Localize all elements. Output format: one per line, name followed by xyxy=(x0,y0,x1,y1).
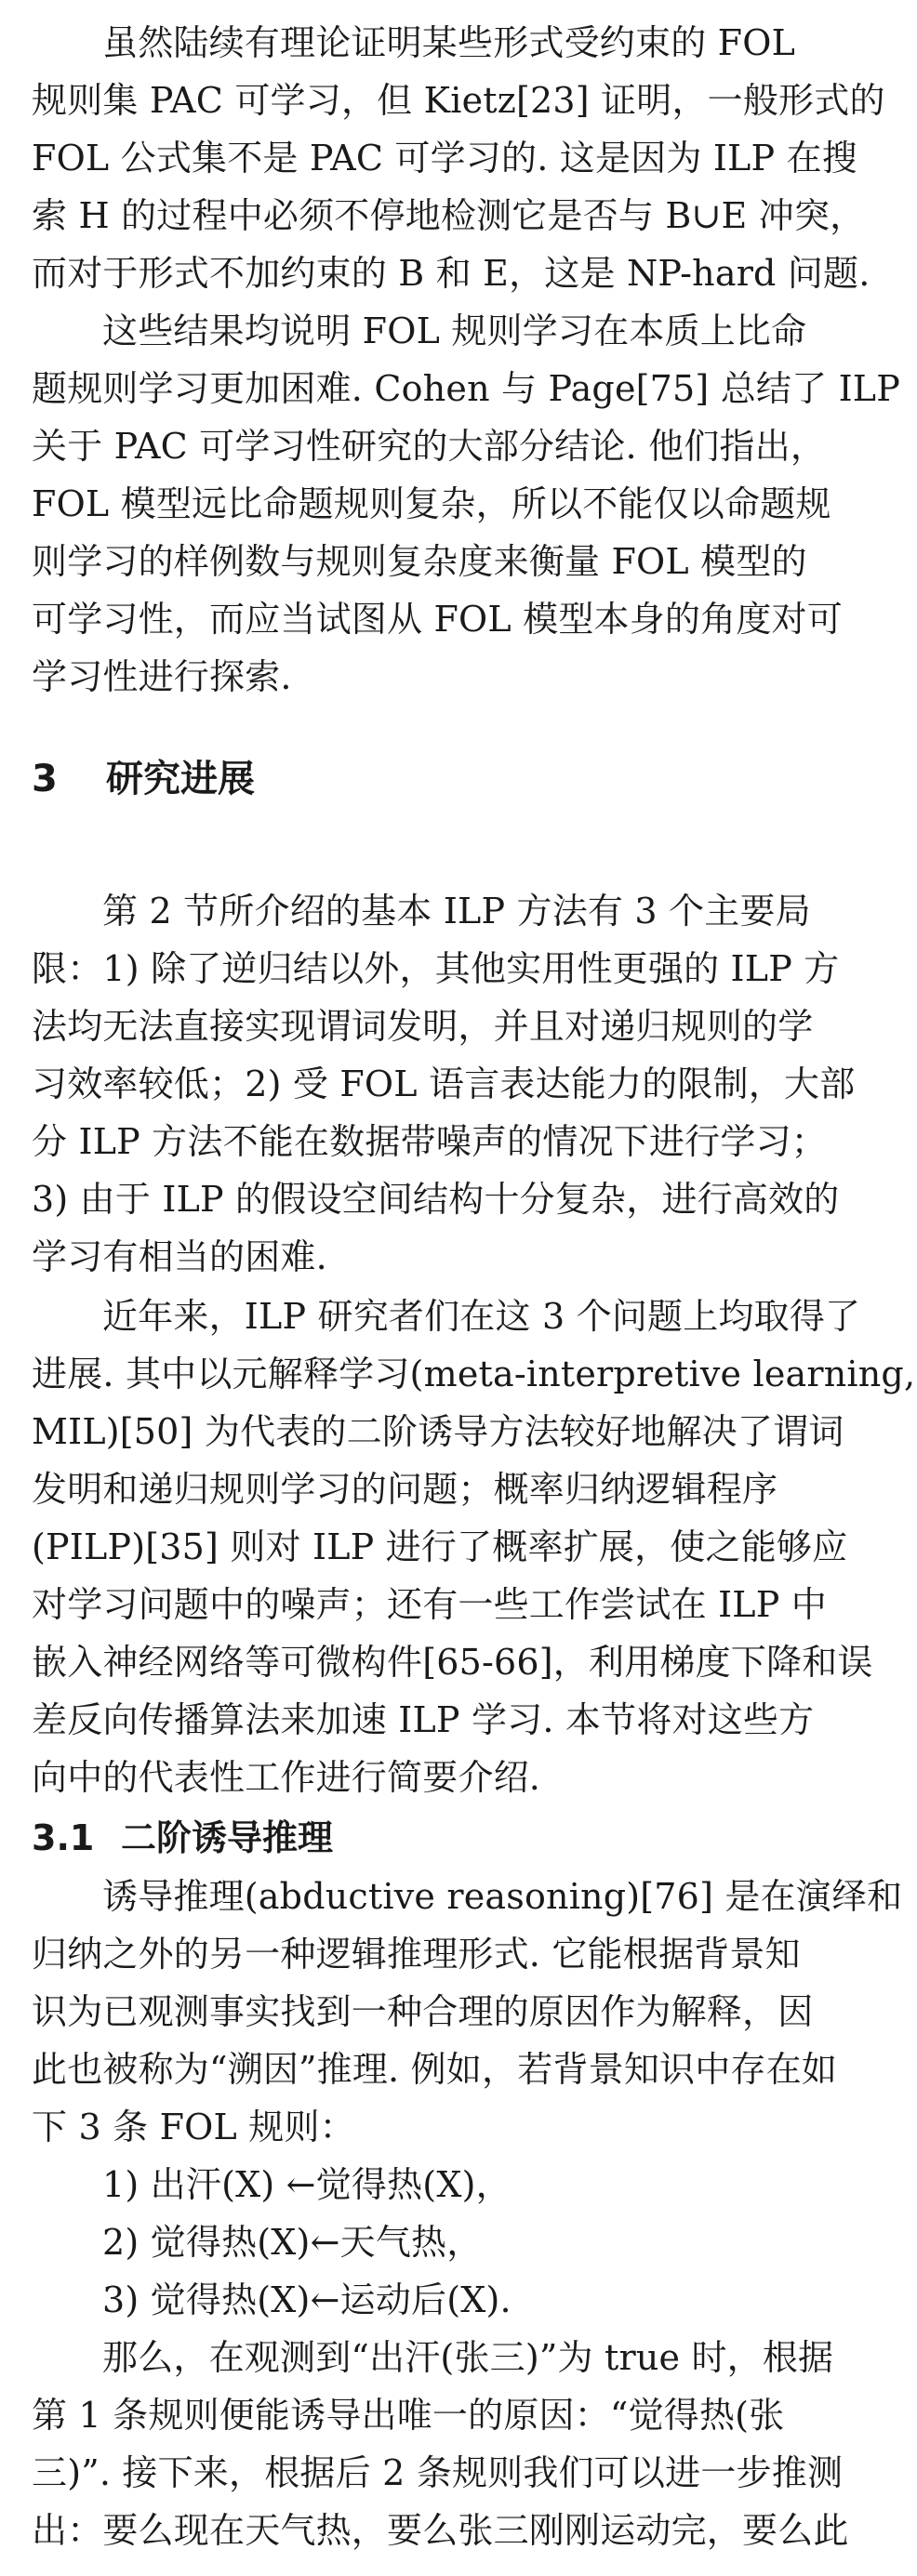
text-line: 嵌入神经网络等可微构件[65-66]，利用梯度下降和误 xyxy=(32,1642,873,1683)
section-number: 3 xyxy=(32,758,58,800)
text-line: 三)”. 接下来，根据后 2 条规则我们可以进一步推测 xyxy=(32,2452,844,2493)
text-line: 发明和递归规则学习的问题；概率归纳逻辑程序 xyxy=(32,1469,778,1510)
subsection-heading xyxy=(32,1810,333,1866)
text-line: 学习有相当的困难. xyxy=(32,1236,327,1277)
subsection-title: 二阶诱导推理 xyxy=(121,1817,334,1858)
text-line: 则学习的样例数与规则复杂度来衡量 FOL 模型的 xyxy=(32,541,807,582)
rule-line: 3) 觉得热(X)←运动后(X). xyxy=(102,2279,512,2320)
text-line: 索 H 的过程中必须不停地检测它是否与 B∪E 冲突， xyxy=(32,195,866,236)
rule-line: 1) 出汗(X) ←觉得热(X)， xyxy=(102,2164,512,2205)
text-line: 下 3 条 FOL 规则： xyxy=(32,2107,355,2147)
text-line: 法均无法直接实现谓词发明，并且对递归规则的学 xyxy=(32,1006,814,1047)
text-line: 识为已观测事实找到一种合理的原因作为解释，因 xyxy=(32,1991,814,2032)
text-line: 这些结果均说明 FOL 规则学习在本质上比命 xyxy=(102,310,807,351)
section-heading xyxy=(32,751,255,807)
text-line: 第 2 节所介绍的基本 ILP 方法有 3 个主要局 xyxy=(102,891,811,931)
text-line: 学习性进行探索. xyxy=(32,656,292,697)
text-line: (PILP)[35] 则对 ILP 进行了概率扩展，使之能够应 xyxy=(32,1526,848,1567)
text-line: 3) 由于 ILP 的假设空间结构十分复杂，进行高效的 xyxy=(32,1179,840,1220)
rule-line: 2) 觉得热(X)←天气热， xyxy=(102,2222,483,2263)
text-line: 向中的代表性工作进行简要介绍. xyxy=(32,1757,541,1798)
text-line: 习效率较低；2) 受 FOL 语言表达能力的限制，大部 xyxy=(32,1063,856,1104)
text-line: 题规则学习更加困难. Cohen 与 Page[75] 总结了 ILP xyxy=(32,368,901,409)
text-line: 近年来，ILP 研究者们在这 3 个问题上均取得了 xyxy=(102,1296,861,1337)
text-line: 那么，在观测到“出汗(张三)”为 true 时，根据 xyxy=(102,2337,834,2378)
text-line: 诱导推理(abductive reasoning)[76] 是在演绎和 xyxy=(102,1876,903,1917)
text-line: 对学习问题中的噪声；还有一些工作尝试在 ILP 中 xyxy=(32,1584,827,1625)
text-line: FOL 公式集不是 PAC 可学习的. 这是因为 ILP 在搜 xyxy=(32,138,857,178)
subsection-number: 3.1 xyxy=(32,1817,95,1858)
text-line: 分 ILP 方法不能在数据带噪声的情况下进行学习； xyxy=(32,1121,827,1162)
text-line: 出：要么现在天气热，要么张三刚刚运动完，要么此 xyxy=(32,2510,849,2551)
text-line: 进展. 其中以元解释学习(meta-interpretive learning, xyxy=(32,1354,916,1394)
text-line: MIL)[50] 为代表的二阶诱导方法较好地解决了谓词 xyxy=(32,1411,844,1452)
text-line: 虽然陆续有理论证明某些形式受约束的 FOL xyxy=(102,22,796,63)
text-line: 第 1 条规则便能诱导出唯一的原因：“觉得热(张 xyxy=(32,2395,785,2436)
text-line: 关于 PAC 可学习性研究的大部分结论. 他们指出， xyxy=(32,426,827,467)
text-line: FOL 模型远比命题规则复杂，所以不能仅以命题规 xyxy=(32,483,831,524)
text-line: 而对于形式不加约束的 B 和 E，这是 NP-hard 问题. xyxy=(32,253,870,294)
section-title: 研究进展 xyxy=(106,758,255,800)
text-line: 此也被称为“溯因”推理. 例如，若背景知识中存在如 xyxy=(32,2049,838,2090)
text-line: 规则集 PAC 可学习，但 Kietz[23] 证明，一般形式的 xyxy=(32,80,885,121)
text-line: 差反向传播算法来加速 ILP 学习. 本节将对这些方 xyxy=(32,1699,815,1740)
text-line: 可学习性，而应当试图从 FOL 模型本身的角度对可 xyxy=(32,599,843,640)
text-line: 限：1) 除了逆归结以外，其他实用性更强的 ILP 方 xyxy=(32,948,840,989)
text-line: 归纳之外的另一种逻辑推理形式. 它能根据背景知 xyxy=(32,1934,801,1975)
